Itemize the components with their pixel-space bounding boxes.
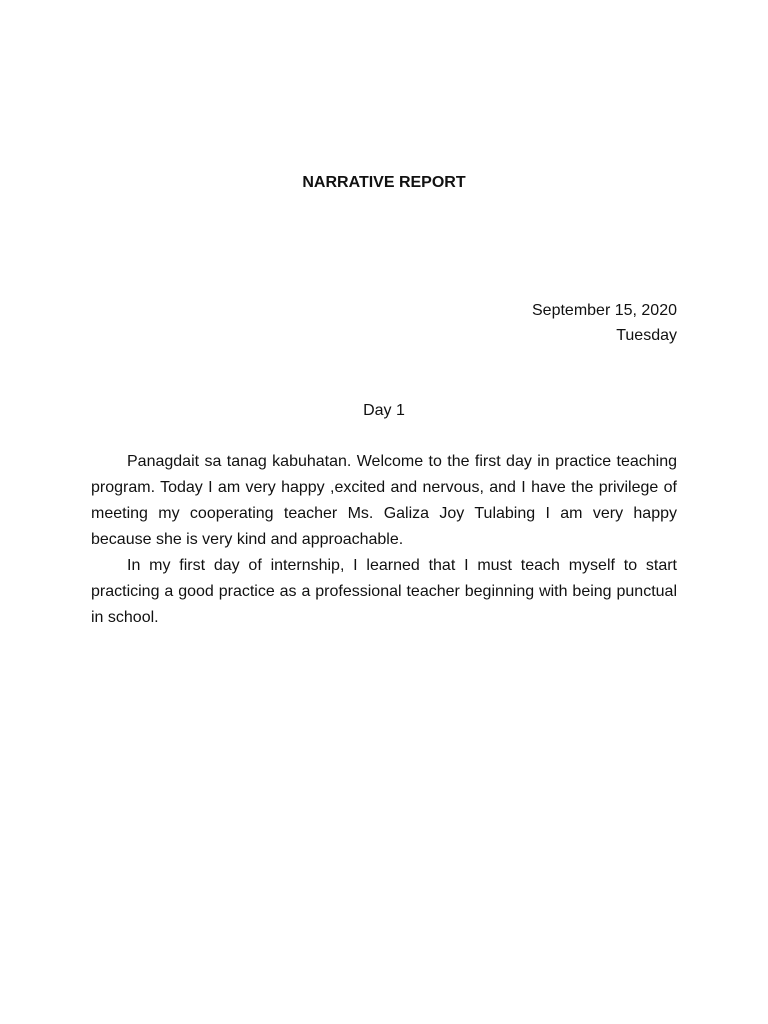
paragraph-1: Panagdait sa tanag kabuhatan. Welcome to the first day in practice teaching program. Today I am very happy ,excited and nervous, and I have the privilege of meeting my cooperating teacher Ms. Galiza Joy Tulabing I am very happy because she is very kind and approachable. bbox=[91, 453, 677, 548]
report-title: NARRATIVE REPORT bbox=[302, 174, 466, 191]
day-label: Day 1 bbox=[363, 402, 405, 419]
date-block bbox=[532, 298, 677, 348]
report-weekday: Tuesday bbox=[616, 327, 677, 344]
report-body bbox=[91, 449, 677, 631]
paragraph-2: In my first day of internship, I learned that I must teach myself to start practicing a good practice as a professional teacher beginning with being punctual in school. bbox=[91, 557, 677, 626]
report-date: September 15, 2020 bbox=[532, 302, 677, 319]
